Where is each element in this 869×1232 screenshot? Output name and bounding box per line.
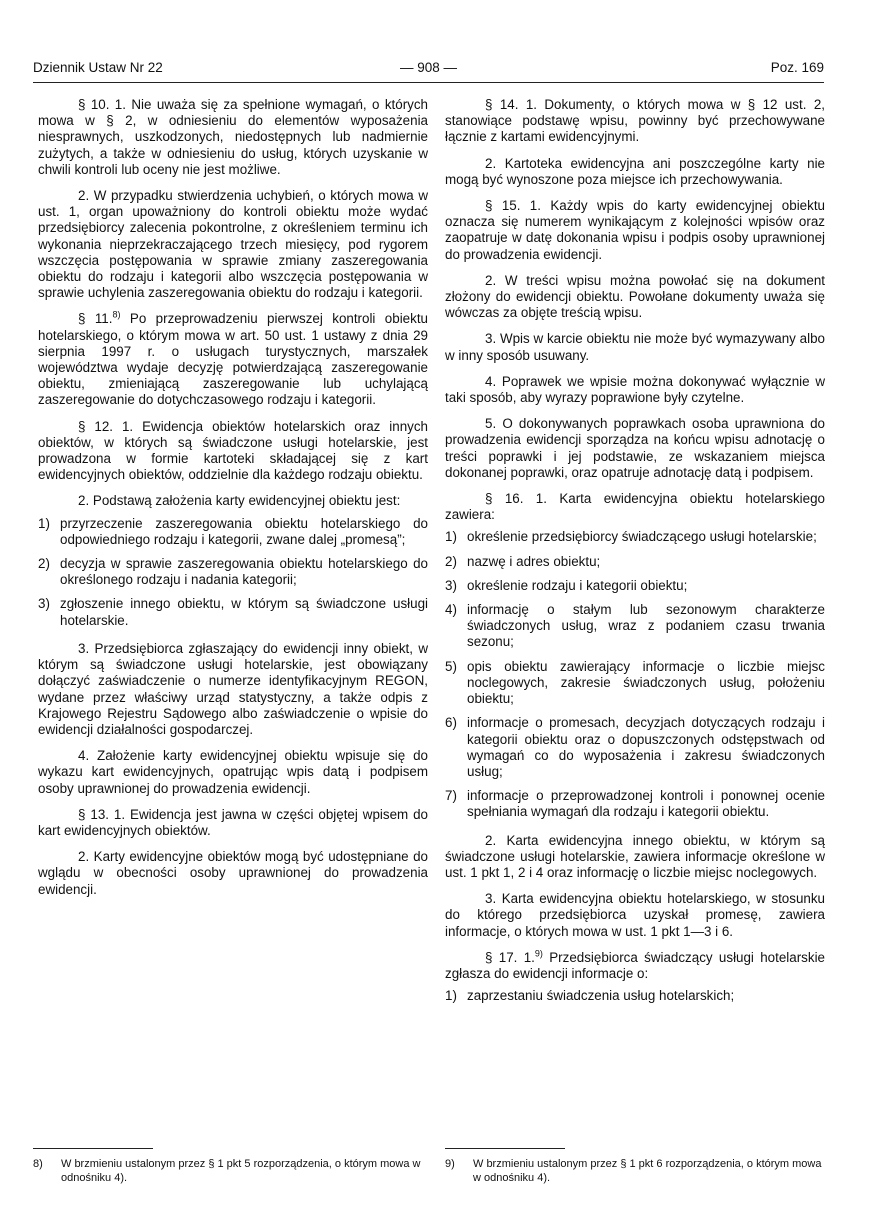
page-number: — 908 — [399, 60, 458, 75]
paragraph-11-text: Po przeprowadzeniu pierwszej kontroli obiektu hotelarskiego, o którym mowa w art. 50 ust. 1 ustawy z dnia 29 sierpnia 1997 r. o usługach turystycznych, marszałek województwa wydaje decyzję potwierdzającą zaszeregowanie obiektu, zmieniającą zaszeregowanie lub uchylającą zaszeregowanie do dotychczasowego rodzaju i kategorii. [38, 311, 428, 408]
list-item [445, 715, 825, 780]
footnote-mark: 9) [445, 1158, 455, 1170]
paragraph-16-3: 3. Karta ewidencyjna obiektu hotelarskiego, w stosunku do którego przedsiębiorca uzyskał promesę, zawiera informacje, o których mowa w ust. 1 pkt 1—3 i 6. [445, 891, 825, 939]
list-item [445, 788, 825, 820]
list-item [445, 659, 825, 708]
footnote-ref-9: 9) [534, 948, 543, 959]
list-item [38, 516, 428, 548]
list-item [445, 554, 825, 570]
paragraph-10-2: 2. W przypadku stwierdzenia uchybień, o których mowa w ust. 1, organ upoważniony do kontroli obiektu może wydać przedsiębiorcy zalecenia pokontrolne, z określeniem terminu ich wykonania nieprzekraczającego trzech miesięcy, pod rygorem wszczęcia postępowania w sprawie zmiany zaszeregowania obiektu do rodzaju i kategorii albo wszczęcia postępowania w sprawie uchylenia zaszeregowania obiektu do rodzaju i kategorii. [38, 188, 428, 301]
list-item-number: 7) [445, 788, 457, 804]
list-item-text: informacje o promesach, decyzjach dotyczących rodzaju i kategorii obiektu oraz o dopuszczonych odstępstwach od wymagań co do wyposażenia i zakresu świadczonych usług; [467, 715, 825, 779]
paragraph-13-1: § 13. 1. Ewidencja jest jawna w części objętej wpisem do kart ewidencyjnych obiektów. [38, 806, 428, 838]
list-item [445, 988, 825, 1004]
page-header [33, 60, 824, 80]
list-item-number: 2) [38, 556, 50, 572]
list-16-1 [445, 529, 825, 820]
right-column [445, 97, 825, 1012]
footnote-mark: 8) [33, 1158, 43, 1170]
list-17-1 [445, 988, 825, 1004]
list-item-number: 5) [445, 658, 457, 674]
paragraph-12-2: 2. Podstawą założenia karty ewidencyjnej obiektu jest: [78, 493, 401, 509]
list-item [445, 578, 825, 594]
list-item-text: nazwę i adres obiektu; [467, 553, 601, 569]
paragraph-11-label: § 11. [78, 311, 113, 327]
list-item [445, 529, 825, 545]
paragraph-12-3: 3. Przedsiębiorca zgłaszający do ewidencji inny obiekt, w którym są świadczone usługi hotelarskie, jest obowiązany dołączyć zaświadczenie o numerze identyfikacyjnym REGON, wydane przez właściwy urząd statystyczny, a także odpis z Krajowego Rejestru Sądowego albo zaświadczenie o wpisie do ewidencji działalności gospodarczej. [38, 640, 428, 737]
list-item-number: 1) [38, 515, 50, 531]
footnote-text: W brzmieniu ustalonym przez § 1 pkt 6 rozporządzenia, o którym mowa w odnośniku 4). [473, 1158, 822, 1184]
list-item [445, 602, 825, 651]
list-item-text: opis obiektu zawierający informacje o liczbie miejsc noclegowych, zakresie świadczonych usług, położeniu obiektu; [467, 658, 825, 707]
paragraph-15-3: 3. Wpis w karcie obiektu nie może być wymazywany albo w inny sposób usuwany. [445, 331, 825, 363]
header-rule [33, 82, 824, 83]
footnote-text: W brzmieniu ustalonym przez § 1 pkt 5 rozporządzenia, o którym mowa w odnośniku 4). [61, 1158, 421, 1184]
list-item-number: 1) [445, 988, 457, 1004]
footnote-9 [445, 1157, 825, 1185]
list-item-number: 4) [445, 602, 457, 618]
list-item-text: przyrzeczenie zaszeregowania obiektu hotelarskiego do odpowiedniego rodzaju i kategorii, zwane dalej „promesą”; [60, 515, 428, 547]
paragraph-16-2: 2. Karta ewidencyjna innego obiektu, w którym są świadczone usługi hotelarskie, zawiera informacje określone w ust. 1 pkt 1, 2 i 4 oraz informację o liczbie miejsc noclegowych. [445, 832, 825, 880]
footnote-ref-8: 8) [112, 309, 121, 320]
list-12-2 [38, 516, 428, 629]
list-item-number: 2) [445, 553, 457, 569]
paragraph-16-1: § 16. 1. Karta ewidencyjna obiektu hotelarskiego zawiera: [445, 491, 825, 523]
list-item-number: 3) [38, 596, 50, 612]
paragraph-10-1: § 10. 1. Nie uważa się za spełnione wymagań, o których mowa w § 2, w odniesieniu do elementów wyposażenia niesprawnych, uszkodzonych, niedostępnych lub nadmiernie zużytych, a także w odniesieniu do usług, których uzyskanie w chwili kontroli lub oceny nie jest możliwe. [38, 97, 428, 177]
list-item-text: zaprzestaniu świadczenia usług hotelarskich; [467, 988, 735, 1004]
list-item-number: 6) [445, 715, 457, 731]
footnote-8 [33, 1157, 423, 1185]
publication-title: Dziennik Ustaw Nr 22 [33, 60, 163, 75]
paragraph-17-1 [445, 950, 825, 982]
list-item-text: określenie przedsiębiorcy świadczącego usługi hotelarskie; [467, 529, 817, 545]
paragraph-15-4: 4. Poprawek we wpisie można dokonywać wyłącznie w taki sposób, aby wyrazy poprawione były czytelne. [445, 373, 825, 406]
footnote-rule-left [33, 1148, 153, 1149]
paragraph-12-1: § 12. 1. Ewidencja obiektów hotelarskich oraz innych obiektów, w których są świadczone usługi hotelarskie, jest prowadzona w formie kartoteki składającej się z kart ewidencyjnych obiektów, oddzielnie dla każdego rodzaju obiektu. [38, 418, 428, 483]
paragraph-14-1: § 14. 1. Dokumenty, o których mowa w § 12 ust. 2, stanowiące podstawę wpisu, powinny być przechowywane łącznie z kartami ewidencyjnymi. [445, 97, 825, 145]
list-item [38, 596, 428, 628]
list-item-text: decyzja w sprawie zaszeregowania obiektu hotelarskiego do określonego rodzaju i nadania kategorii; [60, 556, 428, 588]
paragraph-15-1: § 15. 1. Każdy wpis do karty ewidencyjnej obiektu oznacza się numerem wynikającym z kolejności wpisów oraz zaopatruje w datę dokonania wpisu i podpis osoby uprawnionej do prowadzenia ewidencji. [445, 198, 825, 262]
position-number: Poz. 169 [770, 60, 824, 75]
footnote-rule-right [445, 1148, 565, 1149]
list-item-number: 3) [445, 577, 457, 593]
list-item-text: zgłoszenie innego obiektu, w którym są świadczone usługi hotelarskie. [60, 596, 428, 628]
list-item [38, 556, 428, 588]
list-item-number: 1) [445, 529, 457, 545]
list-item-text: określenie rodzaju i kategorii obiektu; [467, 577, 688, 593]
list-item-text: informację o stałym lub sezonowym charakterze świadczonych usług, wraz z podaniem czasu trwania sezonu; [467, 602, 825, 650]
paragraph-12-4: 4. Założenie karty ewidencyjnej obiektu wpisuje się do wykazu kart ewidencyjnych, opatrując wpis datą i podpisem osoby uprawnionej do prowadzenia ewidencji. [38, 748, 428, 796]
left-column [38, 97, 428, 908]
paragraph-15-2: 2. W treści wpisu można powołać się na dokument złożony do ewidencji obiektu. Powołane dokumenty uważa się wówczas za objęte treścią wpisu. [445, 272, 825, 321]
paragraph-14-2: 2. Kartoteka ewidencyjna ani poszczególne karty nie mogą być wynoszone poza miejsce ich przechowywania. [445, 155, 825, 187]
paragraph-17-label: § 17. 1. [485, 949, 535, 965]
list-item-text: informacje o przeprowadzonej kontroli i ponownej ocenie spełniania wymagań dla rodzaju i kategorii obiektu. [467, 788, 825, 820]
paragraph-17-text: Przedsiębiorca świadczący usługi hotelarskie zgłasza do ewidencji informacje o: [445, 949, 825, 981]
paragraph-15-5: 5. O dokonywanych poprawkach osoba uprawniona do prowadzenia ewidencji sporządza na końcu wpisu adnotację o treści poprawki i jej podstawie, ze wskazaniem miejsca dokonanej poprawki, oraz opatruje adnotację datą i podpisem. [445, 416, 825, 480]
paragraph-11 [38, 311, 428, 408]
paragraph-13-2: 2. Karty ewidencyjne obiektów mogą być udostępniane do wglądu w obecności osoby uprawnionej do prowadzenia ewidencji. [38, 849, 428, 897]
